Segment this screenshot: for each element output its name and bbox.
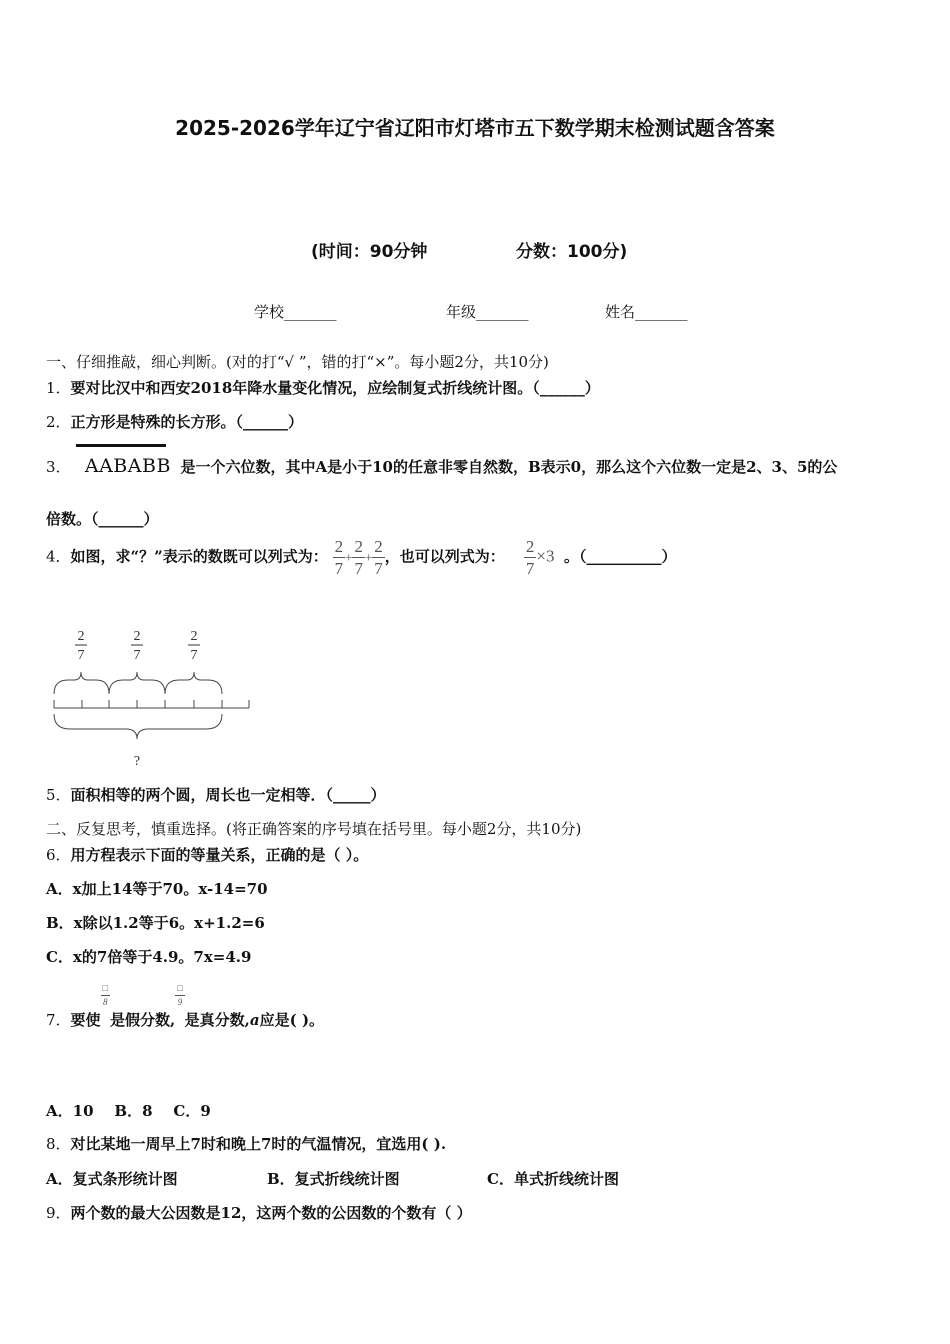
question-number: 6．	[46, 846, 71, 864]
question-mark-label: ?	[133, 754, 141, 769]
fraction-number-line-diagram	[46, 622, 266, 772]
score-label: 分数：100分)	[516, 242, 628, 262]
option-c: C．单式折线统计图	[487, 1170, 619, 1188]
question-text: ，也可以列式为：	[384, 547, 505, 566]
svg-text:2: 2	[133, 629, 141, 644]
option-b: B．x除以1.2等于6。x+1.2=6	[46, 914, 265, 932]
svg-text:2: 2	[190, 629, 198, 644]
question-text: 面积相等的两个圆，周长也一定相等．（_____）	[70, 786, 386, 804]
variable-a: a	[249, 1011, 260, 1029]
fraction: $\frac{2}{7}$	[354, 537, 363, 578]
question-text: 应是( )。	[259, 1011, 325, 1029]
question-text: 是一个六位数，其中A是小于10的任意非零自然数，B表示0，那么这个六位数一定是2、3、5的公	[180, 458, 838, 476]
question-text: 要使	[70, 1011, 101, 1029]
question-text: 正方形是特殊的长方形。（______）	[70, 413, 304, 431]
question-5	[46, 784, 386, 805]
option-a: A．x加上14等于70。x-14=70	[46, 880, 268, 898]
fraction: $\frac{2}{7}$	[334, 537, 344, 578]
plus-sign: +	[364, 549, 373, 565]
question-9	[46, 1202, 472, 1223]
question-number: 7．	[46, 1011, 71, 1029]
question-number: 4．	[46, 547, 71, 566]
question-text: 如图，求“？”表示的数既可以列式为：	[70, 547, 328, 566]
grade-field: 年级_______	[446, 303, 529, 321]
question-number: 5．	[46, 786, 71, 804]
question-text: 两个数的最大公因数是12，这两个数的公因数的个数有（ ）	[70, 1204, 472, 1222]
question-text: 对比某地一周早上7时和晚上7时的气温情况，宜选用( ).	[70, 1135, 447, 1153]
svg-text:2: 2	[77, 629, 85, 644]
fraction: $\frac{□}{9}$	[177, 983, 183, 1007]
tick-marks	[54, 700, 249, 708]
top-brace	[165, 672, 222, 694]
time-label: (时间：90分钟	[311, 242, 428, 262]
option-c: C．x的7倍等于4.9。7x=4.9	[46, 948, 252, 966]
times-three: ×3	[536, 546, 555, 566]
option-b: B．复式折线统计图	[267, 1170, 400, 1188]
question-8	[46, 1133, 446, 1154]
fraction: $\frac{2}{7}$	[525, 537, 535, 578]
options-line: A．10 B．8 C．9	[46, 1102, 211, 1120]
question-6	[46, 844, 368, 865]
question-4	[46, 538, 677, 577]
fraction-label	[75, 629, 87, 663]
name-field: 姓名_______	[605, 303, 688, 321]
question-7	[46, 984, 324, 1030]
plus-sign: +	[345, 549, 353, 565]
question-1	[46, 377, 600, 398]
top-brace	[109, 672, 165, 694]
question-text: 是真分数,	[184, 1011, 250, 1029]
number-code: AABABB	[84, 455, 171, 477]
fraction-label	[131, 629, 143, 663]
fraction-label	[188, 629, 200, 663]
question-number: 1．	[46, 379, 71, 397]
option-a: A．复式条形统计图	[46, 1170, 178, 1188]
overline-bar	[76, 444, 166, 447]
question-number: 8．	[46, 1135, 71, 1153]
section2-heading: 二、反复思考，慎重选择。(将正确答案的序号填在括号里。每小题2分，共10分)	[46, 820, 582, 838]
question-number: 9．	[46, 1204, 71, 1222]
section1-heading: 一、仔细推敲，细心判断。(对的打“√ ”，错的打“×”。每小题2分，共10分)	[46, 353, 549, 371]
question-number: 2．	[46, 413, 71, 431]
svg-text:7: 7	[133, 648, 141, 663]
school-field: 学校_______	[254, 303, 337, 321]
svg-text:7: 7	[77, 648, 85, 663]
top-brace	[54, 672, 109, 694]
question-text: 要对比汉中和西安2018年降水量变化情况，应绘制复式折线统计图。（______）	[70, 379, 600, 397]
question-3-continued: 倍数。（______）	[46, 510, 159, 528]
fraction: $\frac{□}{8}$	[102, 983, 108, 1007]
question-2	[46, 411, 303, 432]
document-title: 2025-2026学年辽宁省辽阳市灯塔市五下数学期末检测试题含答案	[175, 116, 775, 140]
question-text: 是假分数,	[110, 1011, 176, 1029]
question-text: 。（__________）	[564, 547, 677, 566]
bottom-brace	[54, 714, 222, 739]
fraction: $\frac{2}{7}$	[374, 537, 383, 578]
question-3	[46, 455, 837, 477]
question-text: 用方程表示下面的等量关系，正确的是（ ）。	[70, 846, 369, 864]
question-number: 3．	[46, 458, 71, 476]
svg-text:7: 7	[190, 648, 198, 663]
